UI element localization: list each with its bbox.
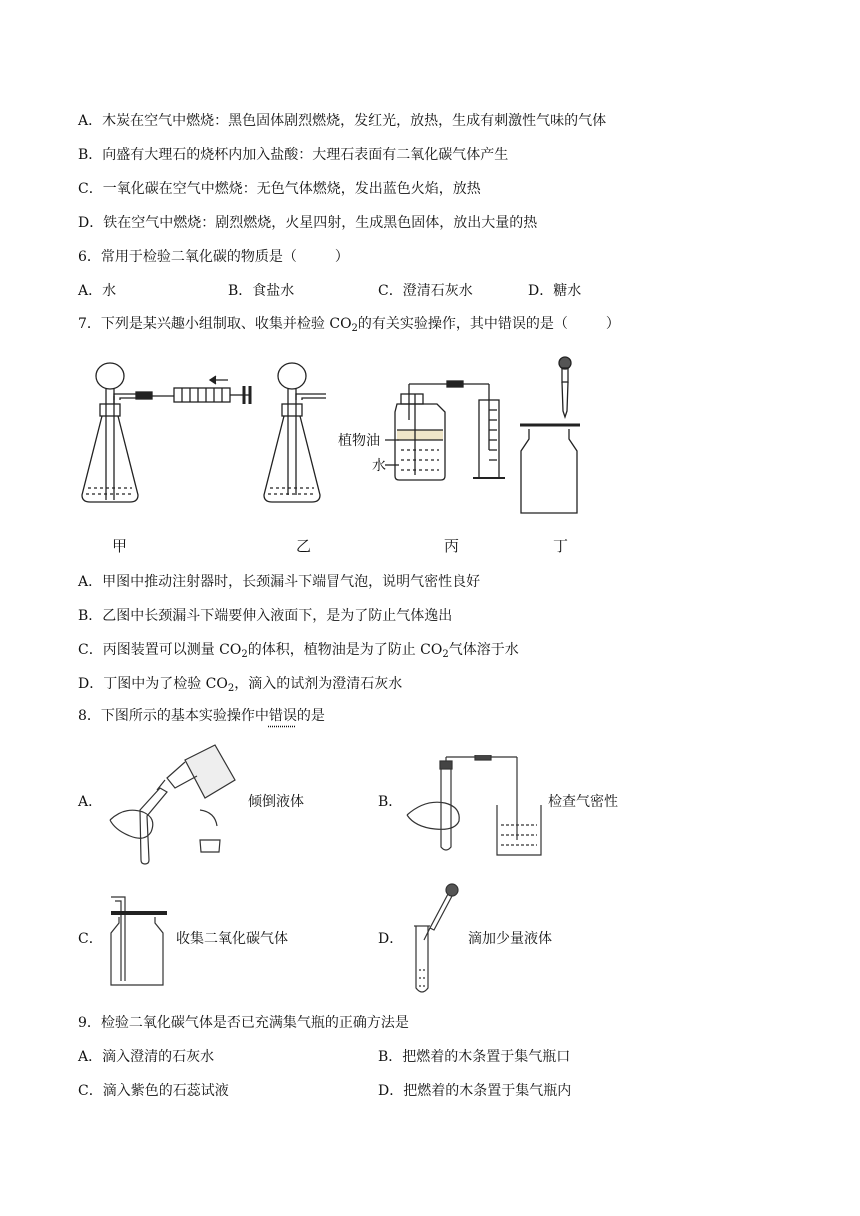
q5-option-a: A．木炭在空气中燃烧：黑色固体剧烈燃烧，发红光，放热，生成有刺激性气味的气体 xyxy=(78,113,607,129)
q9-stem: 9．检验二氧化碳气体是否已充满集气瓶的正确方法是 xyxy=(78,1015,409,1031)
q7-option-d xyxy=(78,675,402,693)
q7-option-c-c: 气体溶于水 xyxy=(448,642,519,658)
q7-option-b: B．乙图中长颈漏斗下端要伸入液面下，是为了防止气体逸出 xyxy=(78,608,453,624)
q8-option-b-text: 检查气密性 xyxy=(548,794,618,810)
q8-option-a-letter: A． xyxy=(78,794,103,810)
subscript: 2 xyxy=(442,649,449,660)
q5-option-c: C．一氧化碳在空气中燃烧：无色气体燃烧，发出蓝色火焰，放热 xyxy=(78,181,481,197)
q7-stem xyxy=(78,315,620,333)
q5-option-b: B．向盛有大理石的烧杯内加入盐酸：大理石表面有二氧化碳气体产生 xyxy=(78,147,509,163)
q6-option-a: A．水 xyxy=(78,283,117,299)
q8-stem-b: 的是 xyxy=(296,708,325,724)
q6-options xyxy=(78,282,778,300)
apparatus-bing-diagram xyxy=(385,380,515,490)
q7-option-c-a: C．丙图装置可以测量 CO xyxy=(78,642,242,658)
q7-option-c-b: 的体积，植物油是为了防止 CO xyxy=(247,642,443,658)
q8-stem-emphasis: 错误 xyxy=(268,708,297,724)
water-label: 水 xyxy=(372,458,386,474)
q9-option-d: D．把燃着的木条置于集气瓶内 xyxy=(378,1083,572,1099)
q6-option-c: C．澄清石灰水 xyxy=(378,283,473,299)
q8-option-d-letter: D． xyxy=(378,931,404,947)
drop-liquid-diagram xyxy=(408,880,468,1000)
q6-stem xyxy=(78,248,349,266)
airtightness-check-diagram xyxy=(405,755,550,860)
subscript: 2 xyxy=(241,649,248,660)
q7-option-d-a: D．丁图中为了检验 CO xyxy=(78,676,228,692)
fig-label-jia: 甲 xyxy=(112,537,128,555)
q9-option-b: B．把燃着的木条置于集气瓶口 xyxy=(378,1049,571,1065)
q9-option-a: A．滴入澄清的石灰水 xyxy=(78,1049,215,1065)
q6-option-b: B．食盐水 xyxy=(228,283,295,299)
oil-label: 植物油 xyxy=(338,433,380,449)
q7-option-c xyxy=(78,641,519,659)
q7-option-a: A．甲图中推动注射器时，长颈漏斗下端冒气泡，说明气密性良好 xyxy=(78,574,481,590)
q8-option-c-letter: C． xyxy=(78,931,103,947)
q5-option-d: D．铁在空气中燃烧：剧烈燃烧，火星四射，生成黑色固体，放出大量的热 xyxy=(78,215,538,231)
q8-stem xyxy=(78,707,325,725)
apparatus-jia-diagram xyxy=(78,360,268,510)
q8-option-d-text: 滴加少量液体 xyxy=(468,931,552,947)
q7-stem-a: 7．下列是某兴趣小组制取、收集并检验 CO xyxy=(78,316,352,332)
q7-stem-b: 的有关实验操作，其中错误的是（ xyxy=(357,316,568,332)
q8-option-a-text: 倾倒液体 xyxy=(248,794,304,810)
pour-liquid-diagram xyxy=(105,740,245,865)
subscript: 2 xyxy=(351,323,358,334)
q6-stem-text: 6．常用于检验二氧化碳的物质是（ xyxy=(78,249,297,265)
q6-option-d: D．糖水 xyxy=(528,283,582,299)
fig-label-yi: 乙 xyxy=(296,537,312,555)
q6-stem-end: ） xyxy=(334,249,349,265)
subscript: 2 xyxy=(227,683,235,694)
apparatus-ding-diagram xyxy=(515,355,585,515)
q7-stem-end: ） xyxy=(605,316,620,332)
q8-option-c-text: 收集二氧化碳气体 xyxy=(176,931,288,947)
q9-option-c: C．滴入紫色的石蕊试液 xyxy=(78,1083,229,1099)
q8-option-b-letter: B． xyxy=(378,794,403,810)
fig-label-bing: 丙 xyxy=(444,537,460,555)
fig-label-ding: 丁 xyxy=(553,537,569,555)
co2-collection-diagram xyxy=(105,893,170,988)
q7-option-d-b: ，滴入的试剂为澄清石灰水 xyxy=(234,676,403,692)
q8-stem-a: 8．下图所示的基本实验操作中 xyxy=(78,708,269,724)
